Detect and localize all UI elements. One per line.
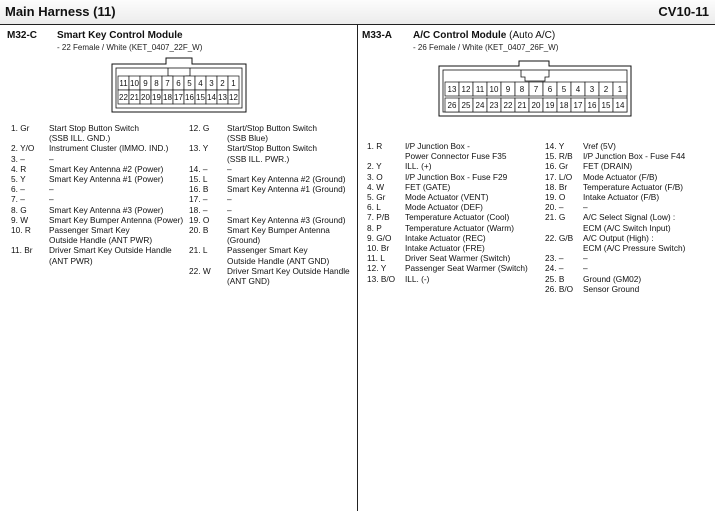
pin-entry	[367, 233, 547, 243]
pin-description: Passenger Smart Key Outside Handle (ANT PWR)	[49, 225, 153, 246]
pin-number: 9. W	[11, 214, 29, 225]
column-divider	[357, 25, 358, 511]
pin-number: 26. B/O	[545, 283, 574, 294]
pin-number: 24. –	[545, 263, 564, 274]
connector-pin-label: 19	[545, 101, 555, 110]
pin-description: Instrument Cluster (IMMO. IND.)	[49, 143, 169, 154]
pin-entry	[189, 245, 357, 265]
pin-description: Driver Smart Key Outside Handle (ANT PWR)	[49, 245, 172, 266]
connector-pin-label: 7	[533, 85, 539, 94]
connector-pin-label: 13	[447, 85, 457, 94]
page-code: CV10-11	[658, 4, 709, 19]
pin-description: Sensor Ground	[583, 283, 640, 294]
connector-pin-label: 21	[517, 101, 527, 110]
pin-description: –	[227, 163, 232, 174]
pin-number: 20. –	[545, 202, 564, 213]
pin-entry	[367, 243, 547, 253]
pin-entry	[367, 253, 547, 263]
pin-entry	[545, 141, 713, 151]
pin-description: Ground (GM02)	[583, 273, 642, 284]
pin-entry	[11, 123, 191, 143]
pin-entry	[189, 123, 357, 143]
connector-pin-label: 14	[207, 93, 216, 102]
connector-pin-label: 6	[547, 85, 553, 94]
connector-pin-label: 1	[617, 85, 623, 94]
pin-description: –	[49, 184, 54, 195]
pin-description: Mode Actuator (F/B)	[583, 171, 658, 182]
pin-entry	[367, 202, 547, 212]
connector-pin-label: 15	[601, 101, 611, 110]
pin-number: 22. W	[189, 265, 211, 276]
connector-pin-label: 12	[461, 85, 471, 94]
pin-description: Smart Key Bumper Antenna (Power)	[49, 214, 184, 225]
pin-description: Driver Seat Warmer (Switch)	[405, 253, 511, 264]
pin-description: Start/Stop Button Switch (SSB ILL. PWR.)	[227, 143, 317, 164]
pin-description: Smart Key Antenna #1 (Power)	[49, 174, 164, 185]
pin-entry	[367, 263, 547, 273]
right-connector-suffix: (Auto A/C)	[509, 30, 556, 41]
pin-number: 21. L	[189, 245, 208, 256]
pin-number: 4. R	[11, 163, 27, 174]
connector-pin-label: 14	[615, 101, 625, 110]
pin-entry	[545, 202, 713, 212]
page-title: Main Harness (11)	[5, 4, 116, 19]
pin-number: 7. P/B	[367, 212, 390, 223]
pin-entry	[367, 182, 547, 192]
connector-pin-label: 12	[229, 93, 238, 102]
pin-number: 12. Y	[367, 263, 387, 274]
pin-number: 17. L/O	[545, 171, 573, 182]
connector-pin-label: 5	[561, 85, 567, 94]
pin-description: –	[583, 202, 588, 213]
pin-entry	[545, 192, 713, 202]
pin-entry	[367, 192, 547, 202]
page-header	[0, 0, 715, 25]
pin-entry	[11, 215, 191, 225]
pin-entry	[189, 184, 357, 194]
pin-description: –	[227, 194, 232, 205]
pin-number: 5. Y	[11, 174, 26, 185]
pin-entry	[545, 263, 713, 273]
connector-pin-label: 8	[154, 79, 159, 88]
left-pin-list-1	[11, 123, 191, 266]
pin-number: 22. G/B	[545, 232, 574, 243]
pin-number: 8. G	[11, 204, 27, 215]
pin-description: Temperature Actuator (Cool)	[405, 212, 510, 223]
pin-entry	[545, 253, 713, 263]
pin-number: 19. O	[189, 214, 210, 225]
connector-pin-label: 26	[447, 101, 457, 110]
pin-description: Start/Stop Button Switch (SSB Blue)	[227, 123, 317, 144]
pin-description: FET (GATE)	[405, 181, 451, 192]
pin-number: 13. Y	[189, 143, 209, 154]
right-connector-title: A/C Control Module	[413, 30, 507, 41]
pin-description: Mode Actuator (DEF)	[405, 202, 483, 213]
connector-pin-label: 7	[165, 79, 170, 88]
pin-description: Vref (5V)	[583, 141, 616, 151]
connector-pin-label: 25	[461, 101, 471, 110]
connector-pin-label: 11	[119, 79, 128, 88]
pin-number: 7. –	[11, 194, 25, 205]
connector-pin-label: 8	[519, 85, 525, 94]
right-pin-list-1	[367, 141, 547, 284]
pin-number: 6. –	[11, 184, 25, 195]
pin-entry	[189, 174, 357, 184]
pin-number: 17. –	[189, 194, 208, 205]
connector-pin-label: 3	[589, 85, 595, 94]
pin-description: –	[583, 263, 588, 274]
pin-description: –	[49, 153, 54, 164]
connector-pin-label: 16	[185, 93, 194, 102]
pin-description: Smart Key Bumper Antenna (Ground)	[227, 225, 330, 246]
pin-number: 3. –	[11, 153, 25, 164]
connector-pin-label: 15	[196, 93, 205, 102]
pin-number: 13. B/O	[367, 273, 396, 284]
pin-entry	[367, 223, 547, 233]
pin-number: 9. G/O	[367, 232, 392, 243]
pin-entry	[545, 172, 713, 182]
connector-pin-label: 20	[141, 93, 150, 102]
pin-description: Intake Actuator (FRE)	[405, 243, 485, 254]
pin-number: 2. Y/O	[11, 143, 35, 154]
connector-pin-label: 17	[174, 93, 183, 102]
pin-description: Smart Key Antenna #2 (Ground)	[227, 174, 346, 185]
pin-number: 10. Br	[367, 243, 390, 254]
pin-number: 11. L	[367, 253, 385, 264]
connector-pin-label: 6	[176, 79, 181, 88]
pin-description: Intake Actuator (F/B)	[583, 192, 660, 203]
pin-description: –	[49, 194, 54, 205]
connector-pin-label: 22	[119, 93, 128, 102]
pin-entry	[11, 174, 191, 184]
pin-description: I/P Junction Box - Fuse F44	[583, 151, 686, 162]
pin-number: 21. G	[545, 212, 566, 223]
right-pin-list-2	[545, 141, 713, 294]
pin-description: ILL. (+)	[405, 161, 432, 172]
pin-entry	[11, 205, 191, 215]
pin-description: Smart Key Antenna #3 (Ground)	[227, 214, 346, 225]
left-connector-name: Smart Key Control Module	[57, 30, 183, 41]
connector-pin-label: 23	[489, 101, 499, 110]
connector-pin-label: 9	[143, 79, 148, 88]
pin-number: 1. Gr	[11, 123, 30, 133]
pin-entry	[545, 274, 713, 284]
connector-pin-label: 2	[220, 79, 225, 88]
left-connector-spec: - 22 Female / White (KET_0407_22F_W)	[57, 43, 203, 52]
pin-description: ILL. (-)	[405, 273, 430, 284]
pin-entry	[189, 143, 357, 163]
connector-pin-label: 18	[163, 93, 172, 102]
connector-pin-label: 22	[503, 101, 513, 110]
connector-pin-label: 13	[218, 93, 227, 102]
pin-entry	[189, 266, 357, 286]
pin-entry	[11, 184, 191, 194]
pin-entry	[11, 225, 191, 245]
pin-number: 6. L	[367, 202, 381, 213]
connector-pin-label: 4	[575, 85, 581, 94]
pin-number: 15. L	[189, 174, 208, 185]
pin-number: 10. R	[11, 225, 31, 236]
connector-pin-label: 18	[559, 101, 569, 110]
connector-pin-label: 5	[187, 79, 192, 88]
pin-entry	[11, 194, 191, 204]
pin-description: –	[583, 253, 588, 264]
connector-pin-label: 11	[475, 85, 485, 94]
pin-description: Temperature Actuator (F/B)	[583, 181, 684, 192]
pin-entry	[189, 194, 357, 204]
connector-pin-label: 20	[531, 101, 541, 110]
left-connector-diagram	[110, 56, 250, 116]
pin-entry	[545, 151, 713, 161]
pin-description: Passenger Smart Key Outside Handle (ANT GND)	[227, 245, 330, 266]
right-connector-diagram	[437, 60, 633, 120]
pin-number: 19. O	[545, 192, 566, 203]
pin-description: –	[227, 204, 232, 215]
pin-description: A/C Select Signal (Low) : ECM (A/C Switch Input)	[583, 212, 676, 233]
connector-pin-label: 10	[489, 85, 499, 94]
pin-number: 15. R/B	[545, 151, 573, 162]
pin-number: 4. W	[367, 181, 385, 192]
pin-entry	[545, 233, 713, 253]
connector-pin-label: 24	[475, 101, 485, 110]
pin-description: Smart Key Antenna #2 (Power)	[49, 163, 164, 174]
right-connector-spec: - 26 Female / White (KET_0407_26F_W)	[413, 43, 559, 52]
pin-number: 18. Br	[545, 181, 568, 192]
pin-description: FET (DRAIN)	[583, 161, 633, 172]
pin-description: Driver Smart Key Outside Handle (ANT GND)	[227, 265, 350, 287]
pin-number: 14. Y	[545, 141, 565, 151]
connector-pin-label: 9	[505, 85, 511, 94]
connector-pin-label: 3	[209, 79, 214, 88]
pin-number: 12. G	[189, 123, 210, 133]
pin-description: A/C Output (High) : ECM (A/C Pressure Switch)	[583, 232, 686, 254]
pin-entry	[11, 164, 191, 174]
pin-description: Mode Actuator (VENT)	[405, 192, 489, 203]
pin-number: 23. –	[545, 253, 564, 264]
pin-entry	[189, 215, 357, 225]
pin-entry	[545, 212, 713, 232]
right-connector-id: M33-A	[362, 30, 393, 41]
pin-entry	[11, 143, 191, 153]
pin-number: 2. Y	[367, 161, 382, 172]
connector-pin-label: 1	[231, 79, 236, 88]
pin-entry	[189, 205, 357, 215]
right-connector-name	[413, 30, 555, 41]
pin-entry	[11, 245, 191, 265]
pin-description: Smart Key Antenna #3 (Power)	[49, 204, 164, 215]
pin-description: I/P Junction Box - Fuse F29	[405, 171, 508, 182]
pin-description: Smart Key Antenna #1 (Ground)	[227, 184, 346, 195]
pin-number: 8. P	[367, 222, 382, 233]
connector-pin-label: 4	[198, 79, 203, 88]
connector-pin-label: 21	[130, 93, 139, 102]
pin-number: 14. –	[189, 163, 208, 174]
pin-number: 25. B	[545, 273, 565, 284]
pin-entry	[367, 141, 547, 161]
pin-number: 16. Gr	[545, 161, 569, 172]
pin-description: Temperature Actuator (Warm)	[405, 222, 514, 233]
pin-entry	[367, 172, 547, 182]
connector-pin-label: 17	[573, 101, 583, 110]
pin-entry	[545, 161, 713, 171]
pin-entry	[545, 284, 713, 294]
pin-number: 16. B	[189, 184, 209, 195]
pin-description: Start Stop Button Switch (SSB ILL. GND.)	[49, 123, 139, 144]
pin-description: I/P Junction Box - Power Connector Fuse F35	[405, 141, 507, 162]
connector-pin-label: 2	[603, 85, 609, 94]
pin-entry	[545, 182, 713, 192]
pin-entry	[11, 154, 191, 164]
pin-number: 20. B	[189, 225, 209, 236]
connector-pin-label: 10	[130, 79, 139, 88]
pin-number: 18. –	[189, 204, 208, 215]
connector-pin-label: 16	[587, 101, 597, 110]
pin-number: 5. Gr	[367, 192, 386, 203]
pin-number: 11. Br	[11, 245, 33, 256]
pin-description: Passenger Seat Warmer (Switch)	[405, 263, 528, 274]
pin-entry	[367, 274, 547, 284]
pin-entry	[367, 161, 547, 171]
left-connector-id: M32-C	[7, 30, 38, 41]
pin-number: 3. O	[367, 171, 383, 182]
pin-description: Intake Actuator (REC)	[405, 232, 486, 243]
left-pin-list-2	[189, 123, 357, 286]
pin-entry	[189, 164, 357, 174]
connector-pin-label: 19	[152, 93, 161, 102]
pin-entry	[367, 212, 547, 222]
pin-entry	[189, 225, 357, 245]
pin-number: 1. R	[367, 141, 383, 151]
